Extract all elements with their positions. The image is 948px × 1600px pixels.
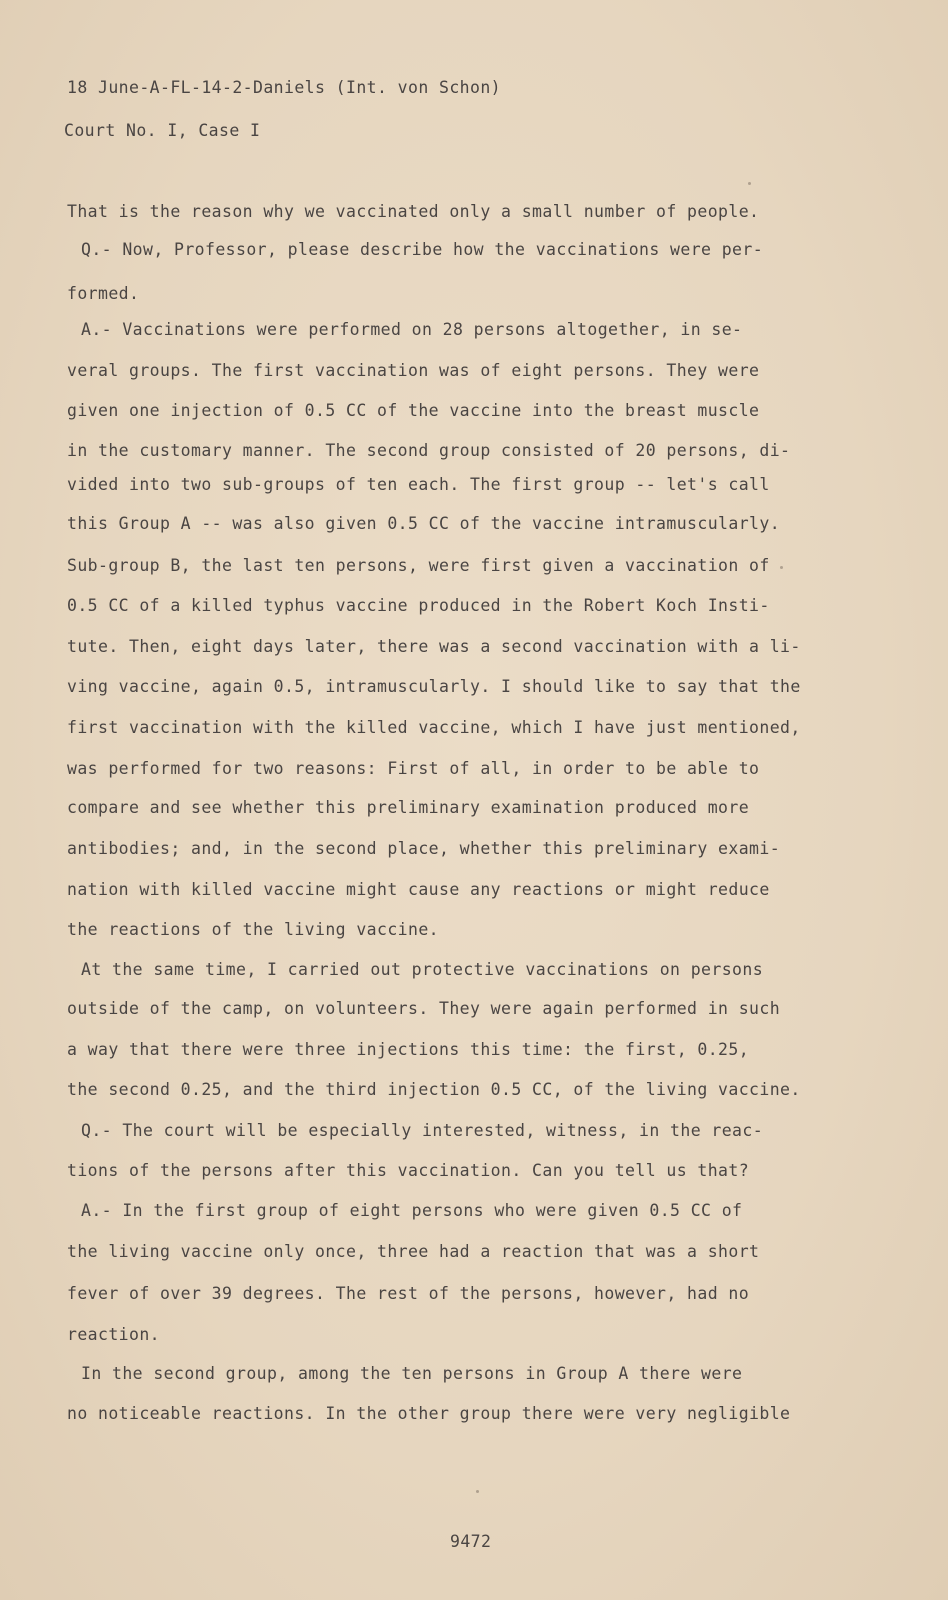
text-line: the reactions of the living vaccine. xyxy=(67,920,440,939)
text-line: vided into two sub-groups of ten each. The first group -- let's call xyxy=(67,475,770,494)
text-line: nation with killed vaccine might cause any reactions or might reduce xyxy=(67,880,770,899)
text-line: the second 0.25, and the third injection 0.5 CC, of the living vaccine. xyxy=(67,1080,801,1099)
text-line: outside of the camp, on volunteers. They were again performed in such xyxy=(67,999,781,1018)
text-line: antibodies; and, in the second place, whether this preliminary exami- xyxy=(67,839,781,858)
text-line: this Group A -- was also given 0.5 CC of the vaccine intramuscularly. xyxy=(67,514,781,533)
text-line: Sub-group B, the last ten persons, were first given a vaccination of xyxy=(67,556,770,575)
page-number: 9472 xyxy=(450,1532,492,1551)
text-line: That is the reason why we vaccinated only a small number of people. xyxy=(67,202,760,221)
text-line: a way that there were three injections this time: the first, 0.25, xyxy=(67,1040,750,1059)
text-line: In the second group, among the ten persons in Group A there were xyxy=(81,1364,743,1383)
text-line: the living vaccine only once, three had a reaction that was a short xyxy=(67,1242,760,1261)
paper-speck xyxy=(780,566,783,569)
text-line: formed. xyxy=(67,284,140,303)
text-line: fever of over 39 degrees. The rest of the persons, however, had no xyxy=(67,1284,750,1303)
text-line: no noticeable reactions. In the other group there were very negligible xyxy=(67,1404,791,1423)
text-line: compare and see whether this preliminary examination produced more xyxy=(67,798,750,817)
text-line: 0.5 CC of a killed typhus vaccine produced in the Robert Koch Insti- xyxy=(67,596,770,615)
text-line: At the same time, I carried out protective vaccinations on persons xyxy=(81,960,764,979)
header-court-line: Court No. I, Case I xyxy=(64,121,261,140)
text-line: tions of the persons after this vaccination. Can you tell us that? xyxy=(67,1161,750,1180)
text-line: veral groups. The first vaccination was of eight persons. They were xyxy=(67,361,760,380)
text-line: tute. Then, eight days later, there was a second vaccination with a li- xyxy=(67,637,801,656)
header-case-reference: 18 June-A-FL-14-2-Daniels (Int. von Schon) xyxy=(67,78,502,97)
text-line: Q.- The court will be especially interested, witness, in the reac- xyxy=(81,1121,764,1140)
text-line: first vaccination with the killed vaccine, which I have just mentioned, xyxy=(67,718,801,737)
text-line: was performed for two reasons: First of all, in order to be able to xyxy=(67,759,760,778)
text-line: Q.- Now, Professor, please describe how the vaccinations were per- xyxy=(81,240,764,259)
text-line: A.- Vaccinations were performed on 28 persons altogether, in se- xyxy=(81,320,743,339)
paper-speck xyxy=(476,1490,479,1493)
text-line: given one injection of 0.5 CC of the vaccine into the breast muscle xyxy=(67,401,760,420)
text-line: in the customary manner. The second group consisted of 20 persons, di- xyxy=(67,441,791,460)
paper-speck xyxy=(748,182,751,185)
text-line: ving vaccine, again 0.5, intramuscularly. I should like to say that the xyxy=(67,677,801,696)
text-line: reaction. xyxy=(67,1325,161,1344)
text-line: A.- In the first group of eight persons who were given 0.5 CC of xyxy=(81,1201,743,1220)
